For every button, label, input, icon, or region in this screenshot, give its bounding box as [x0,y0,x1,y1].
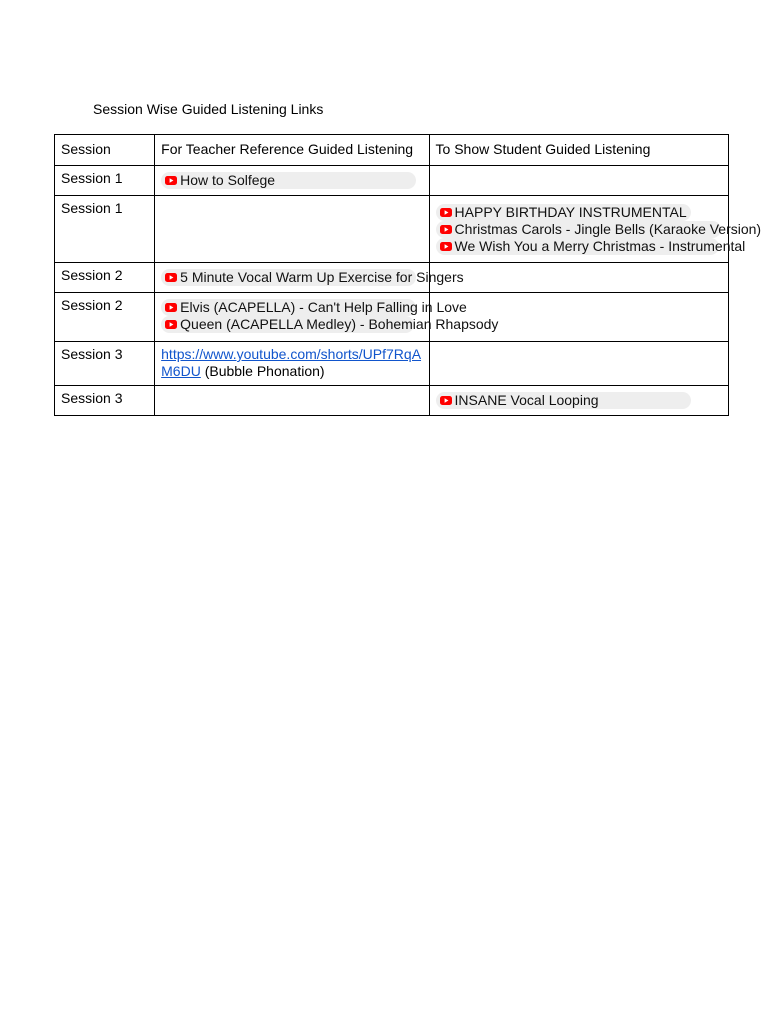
session-cell: Session 2 [55,263,155,293]
link-note: (Bubble Phonation) [200,363,325,379]
session-cell: Session 2 [55,293,155,342]
guided-listening-table [54,134,762,416]
session-cell: Session 1 [55,166,155,196]
youtube-icon [165,176,177,185]
video-chip[interactable] [161,172,416,189]
table-row [55,342,729,386]
youtube-url-link[interactable]: https://www.youtube.com/shorts/UPf7RqAM6DU [161,346,422,379]
video-chip[interactable] [436,392,691,409]
student-cell [429,196,762,263]
header-teacher: For Teacher Reference Guided Listening [155,135,429,166]
table-row [55,386,729,416]
table-header-row [55,135,729,166]
teacher-cell [155,293,499,342]
header-student: To Show Student Guided Listening [429,135,728,166]
video-chip[interactable] [161,269,464,286]
video-chip[interactable] [436,221,762,238]
table-row [55,166,729,196]
chip-label: We Wish You a Merry Christmas - Instrumental [454,238,746,254]
chip-label: Queen (ACAPELLA Medley) - Bohemian Rhapsody [180,316,499,332]
session-cell: Session 1 [55,196,155,263]
student-cell [429,386,728,416]
page-title: Session Wise Guided Listening Links [93,101,324,117]
header-session: Session [55,135,155,166]
session-cell: Session 3 [55,386,155,416]
student-cell [429,342,728,386]
chip-label: Christmas Carols - Jingle Bells (Karaoke Version) [454,221,762,237]
youtube-icon [165,303,177,312]
chip-label: Elvis (ACAPELLA) - Can't Help Falling in Love [180,299,467,315]
teacher-cell [155,263,464,293]
youtube-icon [165,273,177,282]
video-chip[interactable] [161,299,467,316]
youtube-icon [165,320,177,329]
table-row [55,196,729,263]
session-cell: Session 3 [55,342,155,386]
video-chip[interactable] [436,204,691,221]
chip-label: HAPPY BIRTHDAY INSTRUMENTAL [454,204,687,220]
youtube-icon [440,208,452,217]
chip-label: How to Solfege [180,172,276,188]
video-chip[interactable] [436,238,746,255]
youtube-icon [440,396,452,405]
student-cell [429,263,728,293]
teacher-cell [155,386,429,416]
chip-label: INSANE Vocal Looping [454,392,599,408]
chip-label: 5 Minute Vocal Warm Up Exercise for Singers [180,269,464,285]
teacher-cell [155,342,429,386]
student-cell [429,166,728,196]
youtube-icon [440,225,452,234]
video-chip[interactable] [161,316,499,333]
teacher-cell [155,196,429,263]
table-row [55,263,729,293]
table-row [55,293,729,342]
youtube-icon [440,242,452,251]
teacher-cell [155,166,429,196]
